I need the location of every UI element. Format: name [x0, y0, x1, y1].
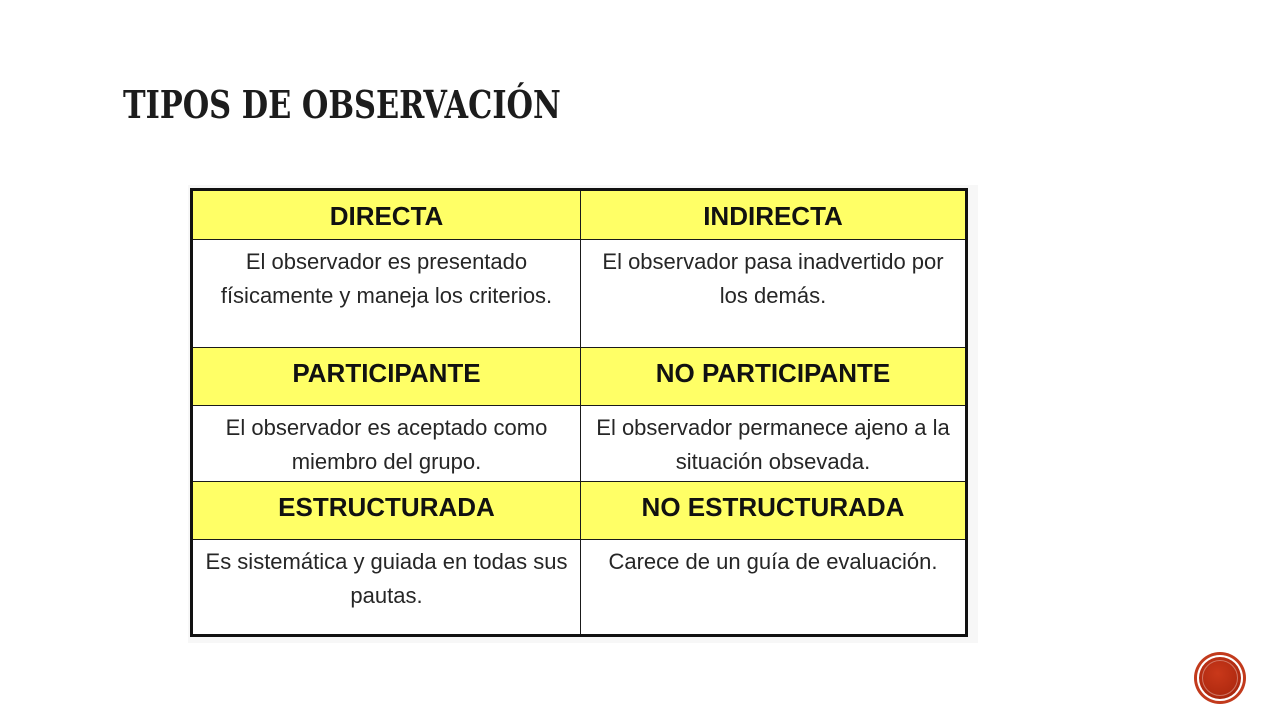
- observation-types-table: [190, 188, 968, 637]
- table-row: [192, 406, 967, 482]
- table-header-row: [192, 482, 967, 540]
- header-cell-directa: DIRECTA: [192, 190, 581, 240]
- cell-indirecta-description: El observador pasa inadvertido por los demás.: [581, 240, 967, 348]
- header-cell-no-estructurada: NO ESTRUCTURADA: [581, 482, 967, 540]
- slide-nav-button[interactable]: [1197, 655, 1243, 701]
- header-cell-estructurada: ESTRUCTURADA: [192, 482, 581, 540]
- cell-directa-description: El observador es presentado físicamente y maneja los criterios.: [192, 240, 581, 348]
- cell-participante-description: El observador es aceptado como miembro del grupo.: [192, 406, 581, 482]
- header-cell-no-participante: NO PARTICIPANTE: [581, 348, 967, 406]
- slide-title: TIPOS DE OBSERVACIÓN: [123, 82, 561, 127]
- circle-nav-icon: [1202, 660, 1238, 696]
- table-header-row: [192, 190, 967, 240]
- table-header-row: [192, 348, 967, 406]
- table-row: [192, 540, 967, 636]
- table-image-frame: [188, 185, 978, 643]
- cell-no-estructurada-description: Carece de un guía de evaluación.: [581, 540, 967, 636]
- table-row: [192, 240, 967, 348]
- header-cell-indirecta: INDIRECTA: [581, 190, 967, 240]
- cell-no-participante-description: El observador permanece ajeno a la situación obsevada.: [581, 406, 967, 482]
- cell-estructurada-description: Es sistemática y guiada en todas sus pautas.: [192, 540, 581, 636]
- header-cell-participante: PARTICIPANTE: [192, 348, 581, 406]
